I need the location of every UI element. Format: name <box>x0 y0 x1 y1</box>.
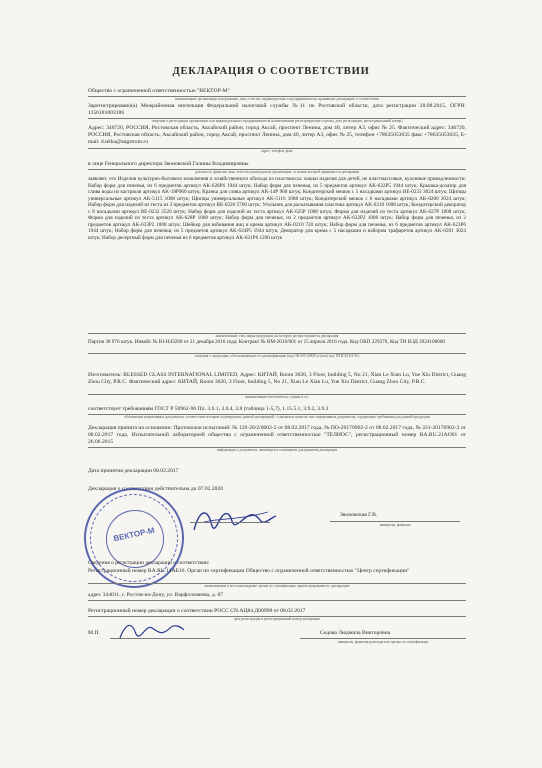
valid-until: Декларация о соответствии действительна до 07.02.2020 <box>88 486 224 492</box>
certification-body: Регистрационный номер RA.RU.11АБ16. Орган по сертификации Общество с ограниченной ответственностью "Центр сертификации" <box>88 568 410 574</box>
seal-text: ВЕКТОР-М <box>112 525 156 544</box>
product-list: заявляет, что Изделия культурно-бытового назначения и хозяйственного обихода из пластмассы: чашки изделия для детей, не пластмассовые, кухонные принадлежности: Набор форм для печенья, из 6 предметов артикул AK-628Р6 1944 штук; Набор форм для печенья, из 5 предметов артикул AK-622Р5 1944 штук; Крышка-дозатор для слива воды из кастрюли артикул AK-18Р960 штук; Кранка для слива артикул AK-14Р 960 штук; Кондитерский мешок с 5 насадками артикул BE-0233 3024 штук; Щипцы универсальные артикул AK-5115 1008 штук; Щипцы универсальные артикул AK-5116 1008 штук; Кондитерский мешок с 6 насадками артикул AK-0200 3024 штук; Набор форм для изделий из теста из 3 предметов артикул BE-0226 5760 штук; Угольник для раскатывания пластика артикул AK-6210 1008 штук; Кондитерский декоратор с 8 насадками артикул BE-0232 2520 штук; Набор форм для изделий из теста артикул AK-625Р 1008 штук; Форма для изделий из теста артикул AK-627Р 1008 штук; Форма для изделий из теста артикул AK-628Р 1008 штук; Набор форм для печенья, из 2 предметов артикул AK-632Р2 1008 штук; Набор форм для печенья, из 2 предметов артикул AK-633Р2 1008 штук; Шейкер для взбивания яиц и крема артикул AK-0210 720 штук; Набор форм для печенья, из 6 предметов артикул AK-623Р6 1944 штук; Набор форм для печенья, из 5 предметов артикул AK-624Р5 1944 штук; Декоратор для крема с 5 насадками и набором трафаретов артикул AK-0201 3024 штук; Набор десертный форм для печенья из 6 предметов артикул AK-631Р6 1200 штук <box>88 176 466 241</box>
basis-caption: информация о документах, являющихся основанием для принятия декларации <box>216 448 338 452</box>
divider <box>330 521 460 522</box>
standard-text: соответствует требованиям ГОСТ Р 50962-96 Пп. 3.6.1, 3.6.4, 3.8 (таблица 1-5,7), 1.15.5.1, 3.9.2, 3.9.3 <box>88 406 329 412</box>
registration-info-title: Сведения о регистрации декларации о соответствии: <box>88 560 210 566</box>
basis-text: Декларация принята на основании: Протоколов испытаний: № 129-20/2/0002-2 от 08.02.2017 года, № ПО-20170902-2 от 08.02.2017 года, № 331-20170902-2 от 08.02.2017 года, Испытательной лабораторией общества с ограниченной ответственностью "ТЕЛНОС", регистрационный номер RA.RU.21AO01 от 26.06.2015 <box>88 425 466 446</box>
address-text: Адрес: 346720, РОССИЯ, Ростовская область, Аксайский район, город Аксай, проспект Ленина, дом 40, литер А3, офис № 25. Фактический адрес: 346720, РОССИЯ, Ростовская область, Аксайский район, город Аксай, проспект Ленина, дом 40, литер А3, офис № 25, телефон +78635053035 факс +78635053035, E-mail: d.telba@angstrom.ru <box>88 125 466 146</box>
applicant-line: Общество с ограниченной ответственностью "ВЕКТОР-М" <box>88 88 230 94</box>
declaration-reg-number: Регистрационный номер декларации о соответствии РОСС CN.АЦ84.Д00998 от 08.02.2017 <box>88 608 306 614</box>
accept-date: Дата принятия декларации 08.02.2017 <box>88 468 179 474</box>
applicant-caption: наименование организации или фамилия, имя, отчество индивидуального предпринимателя, принявших декларацию о соответствии <box>175 97 379 101</box>
registration-caption: сведения о регистрации организации или индивидуального предпринимателя (наименование регистрирующего органа, дата регистрации, регистрационный номер) <box>151 119 403 123</box>
standard-caption: обозначение нормативных документов, соответствие которым подтверждено данной декларацией, с указанием пунктов этих нормативных документов, содержащих требования для данной продукции <box>124 415 430 419</box>
divider <box>300 638 466 639</box>
document-title: ДЕКЛАРАЦИЯ О СООТВЕТСТВИИ <box>172 66 370 77</box>
lot-info: Партия 38 976 штук. Инвойс № BI-H43268 от 21 декабря 2016 года; Контракт № BM-2016/001 от 15 апреля 2016 года. Код ОКП 229370, Код ТН ВЭД 3924100000 <box>88 339 445 345</box>
stamp-place-label: М.П. <box>88 630 100 636</box>
signer-caption: инициалы, фамилия <box>379 523 411 527</box>
registrar-name: Седова Людмила Викторовна <box>320 630 391 636</box>
signer-name: Звоновская Г.В. <box>340 512 378 518</box>
reg-number-caption: дата регистрации и регистрационный номер декларации <box>233 617 321 621</box>
product-caption: наименование, тип, марка продукции, на которую распространяется декларация <box>215 334 339 338</box>
lot-caption: сведения о продукции, обеспечивающие ее идентификацию (код ОК 005 (ОКП) и (или) код ТН ВЭД ЕАЭС) <box>194 354 360 358</box>
cert-body-address: адрес 344011, г. Ростов-на-Дону, ул. Варфоломеева, д. 87 <box>88 592 224 598</box>
divider <box>88 600 466 601</box>
registrar-caption: инициалы, фамилия руководителя органа по сертификации <box>337 640 429 644</box>
address-caption: адрес, телефон, факс <box>261 149 293 153</box>
manufacturer-caption: наименование изготовителя, страны и т.п. <box>244 395 310 399</box>
registrar-signature <box>116 616 186 646</box>
signature-line <box>190 522 270 523</box>
divider <box>110 638 210 639</box>
registration-text: Зарегистрировано(а) Межрайонная инспекция Федеральной налоговой службы №11 по Ростовской области, дата регистрации 20.08.2015, ОГРН: 1156181003186 <box>88 103 466 117</box>
manufacturer-text: Изготовитель: BLESSED GLASS INTERNATIONAL LIMITED, Адрес: КИТАЙ, Room 3020, 3 Floor, building 5, No 21, Xian Le Xian Lu, Yue Xiu District, Guang Zhou City, P.R.C. Фактический адрес: КИТАЙ, Room 3020, 3 Floor, building 5, No 21, Xian Le Xian Lu, Yue Xiu District, Guang Zhou City, P.R.C. <box>88 372 466 386</box>
director-signature <box>190 500 280 540</box>
cert-body-caption: наименование и местонахождение органа по сертификации, зарегистрировавшего декларацию <box>204 584 350 588</box>
head-caption: должность, фамилия, имя, отчество руководителя организации, от имени которой принимается декларация <box>194 170 360 174</box>
head-line: в лице Генерального директора Звоновской Галины Владимировны <box>88 161 249 167</box>
